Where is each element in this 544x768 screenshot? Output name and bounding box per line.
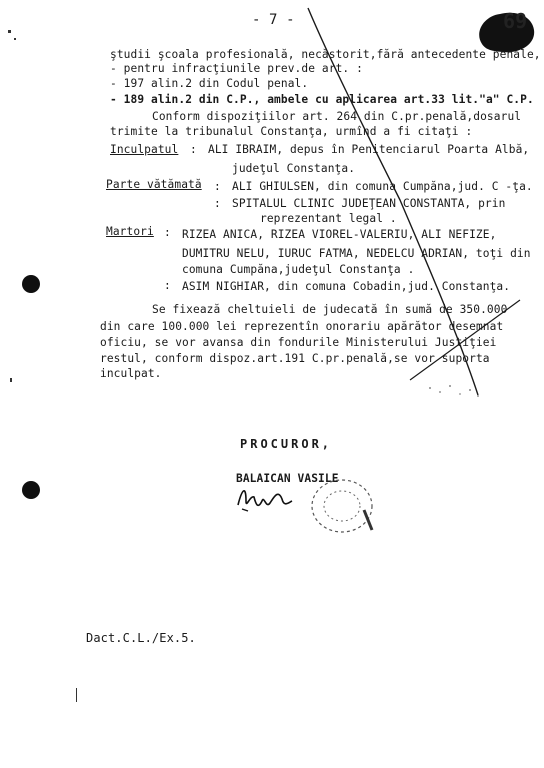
page-number: - 7 - xyxy=(252,12,295,28)
cheltuieli-line-4: restul, conform dispoz.art.191 C.pr.penală,se vor suporta xyxy=(100,352,490,365)
martori-label: Martori xyxy=(106,225,154,238)
parte-vatamata-label: Parte vătămată xyxy=(106,178,202,191)
cheltuieli-line-5: inculpat. xyxy=(100,367,162,380)
cheltuieli-line-3: oficiu, se vor avansa din fondurile Ministerului Justiţiei xyxy=(100,336,497,349)
martori-line-1: RIZEA ANICA, RIZEA VIOREL-VALERIU, ALI NEFIZE, xyxy=(182,228,497,241)
text-line-3-content: 197 alin.2 din Codul penal. xyxy=(123,77,309,90)
text-line-5: Conform dispoziţiilor art. 264 din C.pr.penală,dosarul xyxy=(152,110,522,123)
folio-number: 69 xyxy=(503,9,528,33)
text-line-1: ştudii şcoala profesională, necăstorit,fără antecedente penale, xyxy=(110,48,541,61)
parte-vatamata-separator-2: : xyxy=(214,197,221,210)
parte-vatamata-separator: : xyxy=(214,180,221,193)
text-line-4: - 189 alin.2 din C.P., ambele cu aplicarea art.33 lit."a" C.P. xyxy=(110,93,534,106)
parte-vatamata-line-2: SPITALUL CLINIC JUDEŢEAN CONSTANTA, prin xyxy=(232,197,506,210)
procuror-name: BALAICAN VASILE xyxy=(236,472,339,485)
cheltuieli-line-1: Se fixează cheltuieli de judecată în sumă de 350.000 xyxy=(152,303,508,316)
martori-line-2: DUMITRU NELU, IURUC FATMA, NEDELCU ADRIAN, toţi din xyxy=(182,247,531,260)
martori-line-4: ASIM NIGHIAR, din comuna Cobadin,jud. Constanţa. xyxy=(182,280,511,293)
parte-vatamata-line-1: ALI GHIULSEN, din comuna Cumpăna,jud. C -ţa. xyxy=(232,180,533,193)
parte-vatamata-line-3: reprezentant legal . xyxy=(260,212,397,225)
round-stamp xyxy=(302,470,382,540)
inculpat-label: Inculpatul xyxy=(110,143,179,156)
inculpat-separator: : xyxy=(190,143,197,156)
text-line-6: trimite la tribunalul Constanţa, urmînd a fi citaţi : xyxy=(110,125,473,138)
text-line-4-content: 189 alin.2 din C.P., ambele cu aplicarea art.33 lit."a" C.P. xyxy=(123,93,534,106)
typist-reference: Dact.C.L./Ex.5. xyxy=(86,631,196,645)
text-line-2: - pentru infracţiunile prev.de art. : xyxy=(110,62,363,75)
martori-line-3: comuna Cumpăna,judeţul Constanţa . xyxy=(182,263,415,276)
text-line-3: - 197 alin.2 din Codul penal. xyxy=(110,77,309,90)
procuror-title: PROCUROR, xyxy=(240,437,333,451)
inculpat-line-1: ALI IBRAIM, depus în Penitenciarul Poarta Albă, xyxy=(208,143,530,156)
martori-separator: : xyxy=(164,226,171,239)
inculpat-line-2: judeţul Constanţa. xyxy=(232,162,356,175)
text-line-2-content: pentru infracţiunile prev.de art. : xyxy=(123,62,363,75)
stamp-speckles xyxy=(420,378,490,408)
cheltuieli-line-2: din care 100.000 lei reprezentîn onorariu apărător desemnat xyxy=(100,320,504,333)
martori-separator-2: : xyxy=(164,279,171,292)
